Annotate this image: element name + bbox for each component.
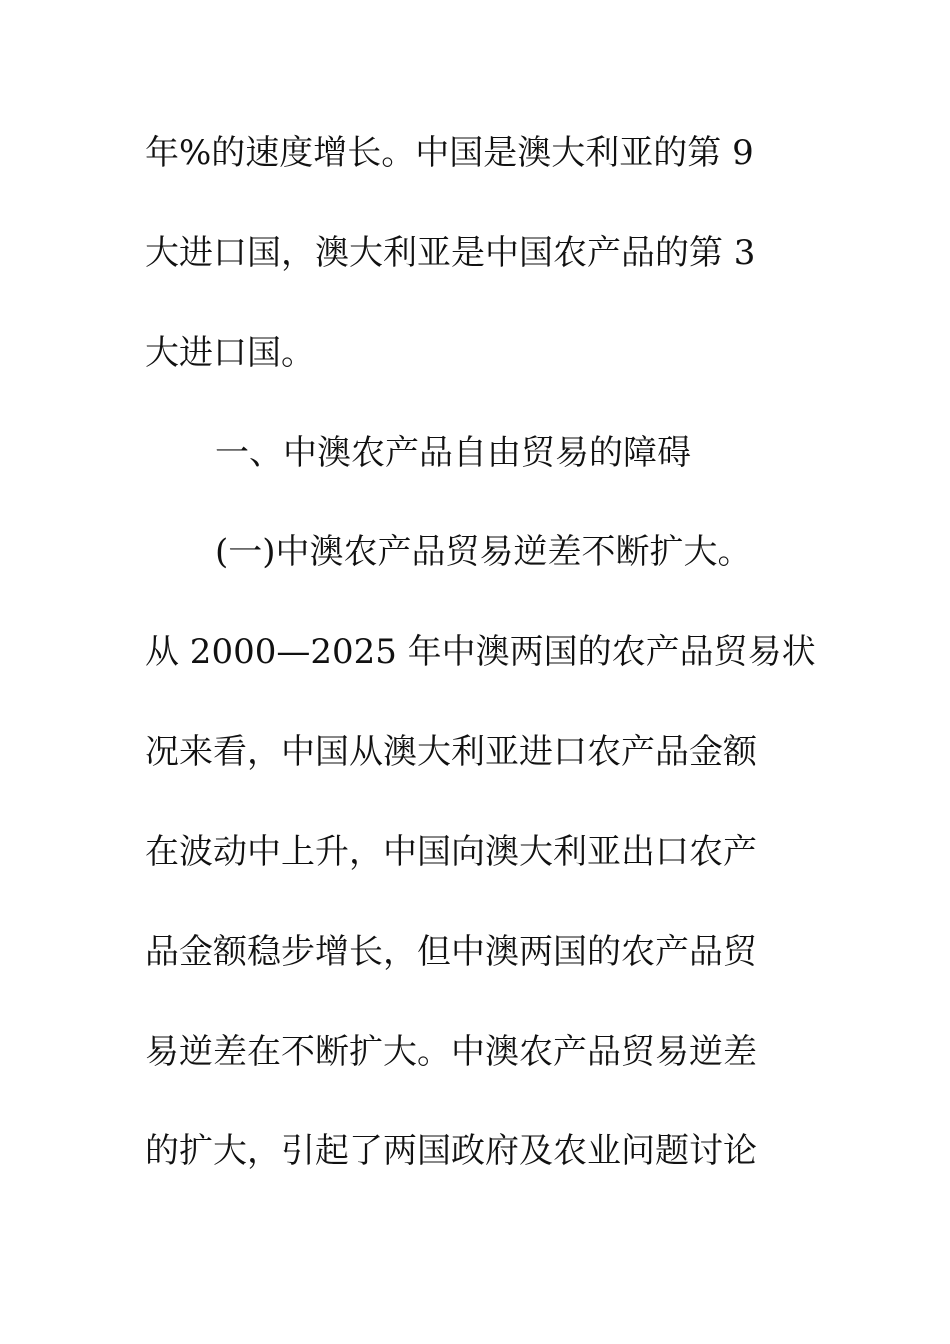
paragraph-line: 品金额稳步增长，但中澳两国的农产品贸 [145,932,757,972]
paragraph-line: 大进口国，澳大利亚是中国农产品的第 3 [145,233,756,273]
paragraph-line: 年%的速度增长。中国是澳大利亚的第 9 [145,133,754,173]
section-heading: 一、中澳农产品自由贸易的障碍 [215,433,691,473]
paragraph-line: 大进口国。 [145,333,315,373]
paragraph-line: 况来看，中国从澳大利亚进口农产品金额 [145,732,757,772]
paragraph-line: 的扩大，引起了两国政府及农业问题讨论 [145,1131,757,1171]
paragraph-line: 从 2000—2025 年中澳两国的农产品贸易状 [145,632,816,672]
subsection-heading: (一)中澳农产品贸易逆差不断扩大。 [215,532,752,572]
paragraph-line: 在波动中上升，中国向澳大利亚出口农产 [145,832,757,872]
paragraph-line: 易逆差在不断扩大。中澳农产品贸易逆差 [145,1032,757,1072]
